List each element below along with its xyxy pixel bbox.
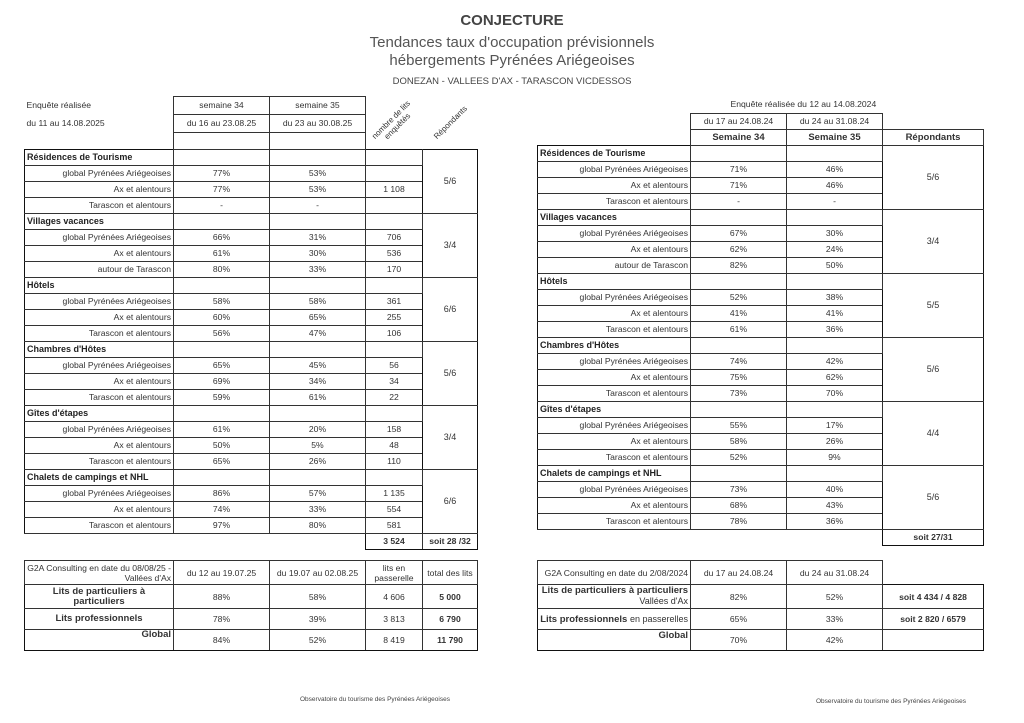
g2a-lits-value: 4 606 — [366, 585, 423, 609]
g2a-row — [538, 609, 984, 630]
week35-value: 61% — [270, 389, 366, 405]
lits-value: 110 — [366, 453, 423, 469]
right-enquete-label: Enquête réalisée du 12 au 14.08.2024 — [730, 99, 877, 110]
week35-value: 34% — [270, 373, 366, 389]
g2a-total-value: 11 790 — [423, 630, 478, 651]
lits-value: 106 — [366, 325, 423, 341]
table-row — [25, 501, 478, 517]
row-label: global Pyrénées Ariégeoises — [538, 161, 691, 177]
week34-value: 61% — [691, 321, 787, 337]
right-week1-dates: du 17 au 24.08.24 — [691, 113, 787, 129]
week35-value: 42% — [787, 353, 883, 369]
week34-value: 77% — [174, 165, 270, 181]
table-row — [25, 293, 478, 309]
g2a-period1-value: 88% — [174, 585, 270, 609]
row-label: Ax et alentours — [538, 177, 691, 193]
g2a-lits-header: lits en passerelle — [366, 561, 423, 585]
week35-value: 20% — [270, 421, 366, 437]
right-week2-dates: du 24 au 31.08.24 — [787, 113, 883, 129]
section-title: Chambres d'Hôtes — [25, 341, 174, 357]
total-respondents: soit 28 /32 — [423, 533, 478, 549]
week35-value: 47% — [270, 325, 366, 341]
lits-value: 170 — [366, 261, 423, 277]
week34-value: 56% — [174, 325, 270, 341]
week34-value: 71% — [691, 161, 787, 177]
section-title: Gîtes d'étapes — [25, 405, 174, 421]
right-occupancy-table — [537, 96, 984, 546]
lits-value: 706 — [366, 229, 423, 245]
week35-value: 70% — [787, 385, 883, 401]
left-footer: Observatoire du tourisme des Pyrénées Ariégeoises — [300, 696, 450, 703]
respondents-cell: 6/6 — [423, 277, 478, 341]
week34-value: 41% — [691, 305, 787, 321]
week2-dates: du 23 au 30.08.25 — [270, 114, 366, 132]
week34-value: 71% — [691, 177, 787, 193]
document-subtitle-1: Tendances taux d'occupation prévisionnels — [369, 34, 655, 51]
week1-header: semaine 34 — [174, 97, 270, 115]
g2a-lits-value: 8 419 — [366, 630, 423, 651]
week35-value: 46% — [787, 161, 883, 177]
lits-value: 56 — [366, 357, 423, 373]
week35-value: 41% — [787, 305, 883, 321]
week35-value: - — [787, 193, 883, 209]
week35-value: 53% — [270, 165, 366, 181]
row-label: Ax et alentours — [538, 369, 691, 385]
g2a-row-label-main: Lits professionnels — [540, 613, 628, 625]
lits-value: 48 — [366, 437, 423, 453]
week34-value: - — [174, 197, 270, 213]
right-g2a-period2: du 24 au 31.08.24 — [787, 561, 883, 585]
g2a-period1-value: 65% — [691, 609, 787, 630]
right-footer: Observatoire du tourisme des Pyrénées Ariégeoises — [816, 698, 966, 705]
enquete-dates: du 11 au 14.08.2025 — [26, 118, 105, 129]
g2a-row — [538, 585, 984, 609]
week34-value: 69% — [174, 373, 270, 389]
table-row — [25, 373, 478, 389]
week35-value: 50% — [787, 257, 883, 273]
row-label: Ax et alentours — [538, 305, 691, 321]
g2a-period1-value: 84% — [174, 630, 270, 651]
week35-value: 45% — [270, 357, 366, 373]
row-label: Tarascon et alentours — [538, 193, 691, 209]
row-label: global Pyrénées Ariégeoises — [538, 289, 691, 305]
week34-value: 66% — [174, 229, 270, 245]
row-label: Ax et alentours — [538, 433, 691, 449]
lits-value: 554 — [366, 501, 423, 517]
right-g2a-period1: du 17 au 24.08.24 — [691, 561, 787, 585]
right-resp-header: Répondants — [883, 129, 984, 145]
row-label: Tarascon et alentours — [25, 197, 174, 213]
week34-value: 52% — [691, 449, 787, 465]
section-title: Chambres d'Hôtes — [538, 337, 691, 353]
g2a-total-value: 5 000 — [423, 585, 478, 609]
g2a-period2-value: 52% — [787, 585, 883, 609]
g2a-row — [25, 609, 478, 630]
row-label: global Pyrénées Ariégeoises — [25, 421, 174, 437]
week34-value: 61% — [174, 421, 270, 437]
g2a-row-label — [538, 609, 691, 630]
week1-dates: du 16 au 23.08.25 — [174, 114, 270, 132]
row-label: Ax et alentours — [538, 241, 691, 257]
right-week1-header: Semaine 34 — [691, 129, 787, 145]
respondents-cell: 5/5 — [883, 273, 984, 337]
g2a-period1-value: 70% — [691, 630, 787, 651]
week35-value: 31% — [270, 229, 366, 245]
table-row — [25, 229, 478, 245]
section-title: Résidences de Tourisme — [25, 149, 174, 165]
table-row — [25, 309, 478, 325]
respondents-cell: 5/6 — [423, 149, 478, 213]
week35-value: 5% — [270, 437, 366, 453]
enquete-label: Enquête réalisée — [26, 100, 91, 111]
week34-value: 50% — [174, 437, 270, 453]
row-label: global Pyrénées Ariégeoises — [538, 225, 691, 241]
row-label: Ax et alentours — [25, 309, 174, 325]
week35-value: 65% — [270, 309, 366, 325]
lits-value — [366, 165, 423, 181]
section-title: Hôtels — [538, 273, 691, 289]
week35-value: 24% — [787, 241, 883, 257]
week34-value: 65% — [174, 453, 270, 469]
section-title: Chalets de campings et NHL — [538, 465, 691, 481]
row-label: Tarascon et alentours — [538, 321, 691, 337]
week34-value: 68% — [691, 497, 787, 513]
week34-value: 65% — [174, 357, 270, 373]
week35-value: 33% — [270, 501, 366, 517]
section-title: Villages vacances — [538, 209, 691, 225]
week35-value: 9% — [787, 449, 883, 465]
row-label: global Pyrénées Ariégeoises — [25, 357, 174, 373]
week35-value: 46% — [787, 177, 883, 193]
week34-value: 62% — [691, 241, 787, 257]
g2a-row — [25, 585, 478, 609]
row-label: Tarascon et alentours — [25, 517, 174, 533]
lits-value: 361 — [366, 293, 423, 309]
week34-value: 73% — [691, 481, 787, 497]
week2-header: semaine 35 — [270, 97, 366, 115]
g2a-row-label: Lits professionnels — [25, 609, 174, 630]
table-row — [25, 517, 478, 533]
g2a-row-label: Global — [25, 630, 174, 651]
g2a-total-header: total des lits — [423, 561, 478, 585]
week34-value: 73% — [691, 385, 787, 401]
week35-value: 80% — [270, 517, 366, 533]
row-label: global Pyrénées Ariégeoises — [25, 229, 174, 245]
right-week2-header: Semaine 35 — [787, 129, 883, 145]
lits-value — [366, 197, 423, 213]
g2a-total-value: soit 4 434 / 4 828 — [883, 585, 984, 609]
row-label: Ax et alentours — [25, 181, 174, 197]
section-title: Hôtels — [25, 277, 174, 293]
week34-value: 86% — [174, 485, 270, 501]
week34-value: 82% — [691, 257, 787, 273]
week34-value: 77% — [174, 181, 270, 197]
week35-value: 58% — [270, 293, 366, 309]
lits-value: 581 — [366, 517, 423, 533]
table-row — [25, 453, 478, 469]
section-title: Chalets de campings et NHL — [25, 469, 174, 485]
g2a-label: G2A Consulting en date du 08/08/25 - Vallées d'Ax — [25, 561, 174, 585]
week34-value: 60% — [174, 309, 270, 325]
week34-value: 58% — [174, 293, 270, 309]
row-label: global Pyrénées Ariégeoises — [538, 353, 691, 369]
week35-value: 30% — [787, 225, 883, 241]
week34-value: - — [691, 193, 787, 209]
week34-value: 59% — [174, 389, 270, 405]
lits-value: 22 — [366, 389, 423, 405]
week34-value: 52% — [691, 289, 787, 305]
table-row — [25, 197, 478, 213]
week35-value: 36% — [787, 513, 883, 529]
section-title: Résidences de Tourisme — [538, 145, 691, 161]
lits-value: 158 — [366, 421, 423, 437]
row-label: global Pyrénées Ariégeoises — [25, 485, 174, 501]
week35-value: 57% — [270, 485, 366, 501]
table-row — [25, 485, 478, 501]
lits-value: 34 — [366, 373, 423, 389]
g2a-row-label-extra: en passerelles — [629, 613, 688, 624]
g2a-row-label-main: Lits de particuliers à particuliers — [541, 585, 688, 596]
row-label: Ax et alentours — [25, 373, 174, 389]
week35-value: - — [270, 197, 366, 213]
table-row — [25, 261, 478, 277]
g2a-row-label — [538, 585, 691, 609]
respondents-cell: 5/6 — [883, 465, 984, 529]
week34-value: 61% — [174, 245, 270, 261]
row-label: global Pyrénées Ariégeoises — [538, 481, 691, 497]
total-lits: 3 524 — [366, 533, 423, 549]
g2a-row-label-main: Global — [658, 630, 688, 641]
row-label: Ax et alentours — [25, 437, 174, 453]
row-label: global Pyrénées Ariégeoises — [25, 293, 174, 309]
zone-label: DONEZAN - VALLEES D'AX - TARASCON VICDESSOS — [392, 76, 632, 87]
g2a-row-label: Lits de particuliers à particuliers — [25, 585, 174, 609]
table-row — [25, 245, 478, 261]
week34-value: 80% — [174, 261, 270, 277]
left-g2a-table — [24, 560, 478, 651]
g2a-total-value: 6 790 — [423, 609, 478, 630]
week35-value: 53% — [270, 181, 366, 197]
respondents-cell: 5/6 — [883, 337, 984, 401]
row-label: Ax et alentours — [25, 501, 174, 517]
respondents-cell: 5/6 — [883, 145, 984, 209]
respondents-cell: 6/6 — [423, 469, 478, 533]
g2a-period2-value: 52% — [270, 630, 366, 651]
week35-value: 43% — [787, 497, 883, 513]
row-label: global Pyrénées Ariégeoises — [25, 165, 174, 181]
g2a-total-value: soit 2 820 / 6579 — [883, 609, 984, 630]
week35-value: 33% — [270, 261, 366, 277]
g2a-period1-value: 78% — [174, 609, 270, 630]
row-label: autour de Tarascon — [25, 261, 174, 277]
table-row — [25, 165, 478, 181]
row-label: Tarascon et alentours — [538, 385, 691, 401]
g2a-period2-value: 39% — [270, 609, 366, 630]
lits-header: nombre de lits enquêtés — [370, 98, 413, 141]
week34-value: 74% — [691, 353, 787, 369]
table-row — [25, 357, 478, 373]
table-row — [25, 437, 478, 453]
respondents-cell: 3/4 — [883, 209, 984, 273]
row-label: Tarascon et alentours — [538, 513, 691, 529]
g2a-row-label — [538, 630, 691, 651]
row-label: Ax et alentours — [538, 497, 691, 513]
g2a-row — [25, 630, 478, 651]
lits-value: 1 108 — [366, 181, 423, 197]
table-row — [25, 421, 478, 437]
week35-value: 30% — [270, 245, 366, 261]
week35-value: 38% — [787, 289, 883, 305]
week34-value: 78% — [691, 513, 787, 529]
week34-value: 67% — [691, 225, 787, 241]
g2a-period1: du 12 au 19.07.25 — [174, 561, 270, 585]
week34-value: 58% — [691, 433, 787, 449]
section-title: Gîtes d'étapes — [538, 401, 691, 417]
g2a-period2-value: 58% — [270, 585, 366, 609]
week34-value: 75% — [691, 369, 787, 385]
document-title: CONJECTURE — [460, 12, 564, 29]
total-respondents: soit 27/31 — [883, 529, 984, 545]
right-g2a-label: G2A Consulting en date du 2/08/2024 — [538, 561, 691, 585]
row-label: Tarascon et alentours — [25, 325, 174, 341]
row-label: Ax et alentours — [25, 245, 174, 261]
g2a-period2-value: 33% — [787, 609, 883, 630]
section-title: Villages vacances — [25, 213, 174, 229]
week35-value: 26% — [270, 453, 366, 469]
respondents-cell: 3/4 — [423, 405, 478, 469]
g2a-period2: du 19.07 au 02.08.25 — [270, 561, 366, 585]
resp-header: Répondants — [431, 104, 469, 141]
row-label: autour de Tarascon — [538, 257, 691, 273]
row-label: Tarascon et alentours — [538, 449, 691, 465]
respondents-cell: 3/4 — [423, 213, 478, 277]
table-row — [25, 325, 478, 341]
respondents-cell: 5/6 — [423, 341, 478, 405]
week34-value: 74% — [174, 501, 270, 517]
respondents-cell: 4/4 — [883, 401, 984, 465]
g2a-row — [538, 630, 984, 651]
document-subtitle-2: hébergements Pyrénées Ariégeoises — [389, 52, 635, 69]
table-row — [25, 181, 478, 197]
week34-value: 97% — [174, 517, 270, 533]
week34-value: 55% — [691, 417, 787, 433]
table-row — [25, 389, 478, 405]
week35-value: 40% — [787, 481, 883, 497]
week35-value: 26% — [787, 433, 883, 449]
g2a-total-value — [883, 630, 984, 651]
g2a-lits-value: 3 813 — [366, 609, 423, 630]
g2a-period1-value: 82% — [691, 585, 787, 609]
row-label: Tarascon et alentours — [25, 389, 174, 405]
week35-value: 36% — [787, 321, 883, 337]
right-g2a-table — [537, 560, 984, 651]
g2a-period2-value: 42% — [787, 630, 883, 651]
week35-value: 17% — [787, 417, 883, 433]
lits-value: 1 135 — [366, 485, 423, 501]
lits-value: 255 — [366, 309, 423, 325]
g2a-row-label-extra: Vallées d'Ax — [639, 596, 688, 606]
week35-value: 62% — [787, 369, 883, 385]
left-occupancy-table — [24, 96, 478, 550]
row-label: global Pyrénées Ariégeoises — [538, 417, 691, 433]
lits-value: 536 — [366, 245, 423, 261]
row-label: Tarascon et alentours — [25, 453, 174, 469]
